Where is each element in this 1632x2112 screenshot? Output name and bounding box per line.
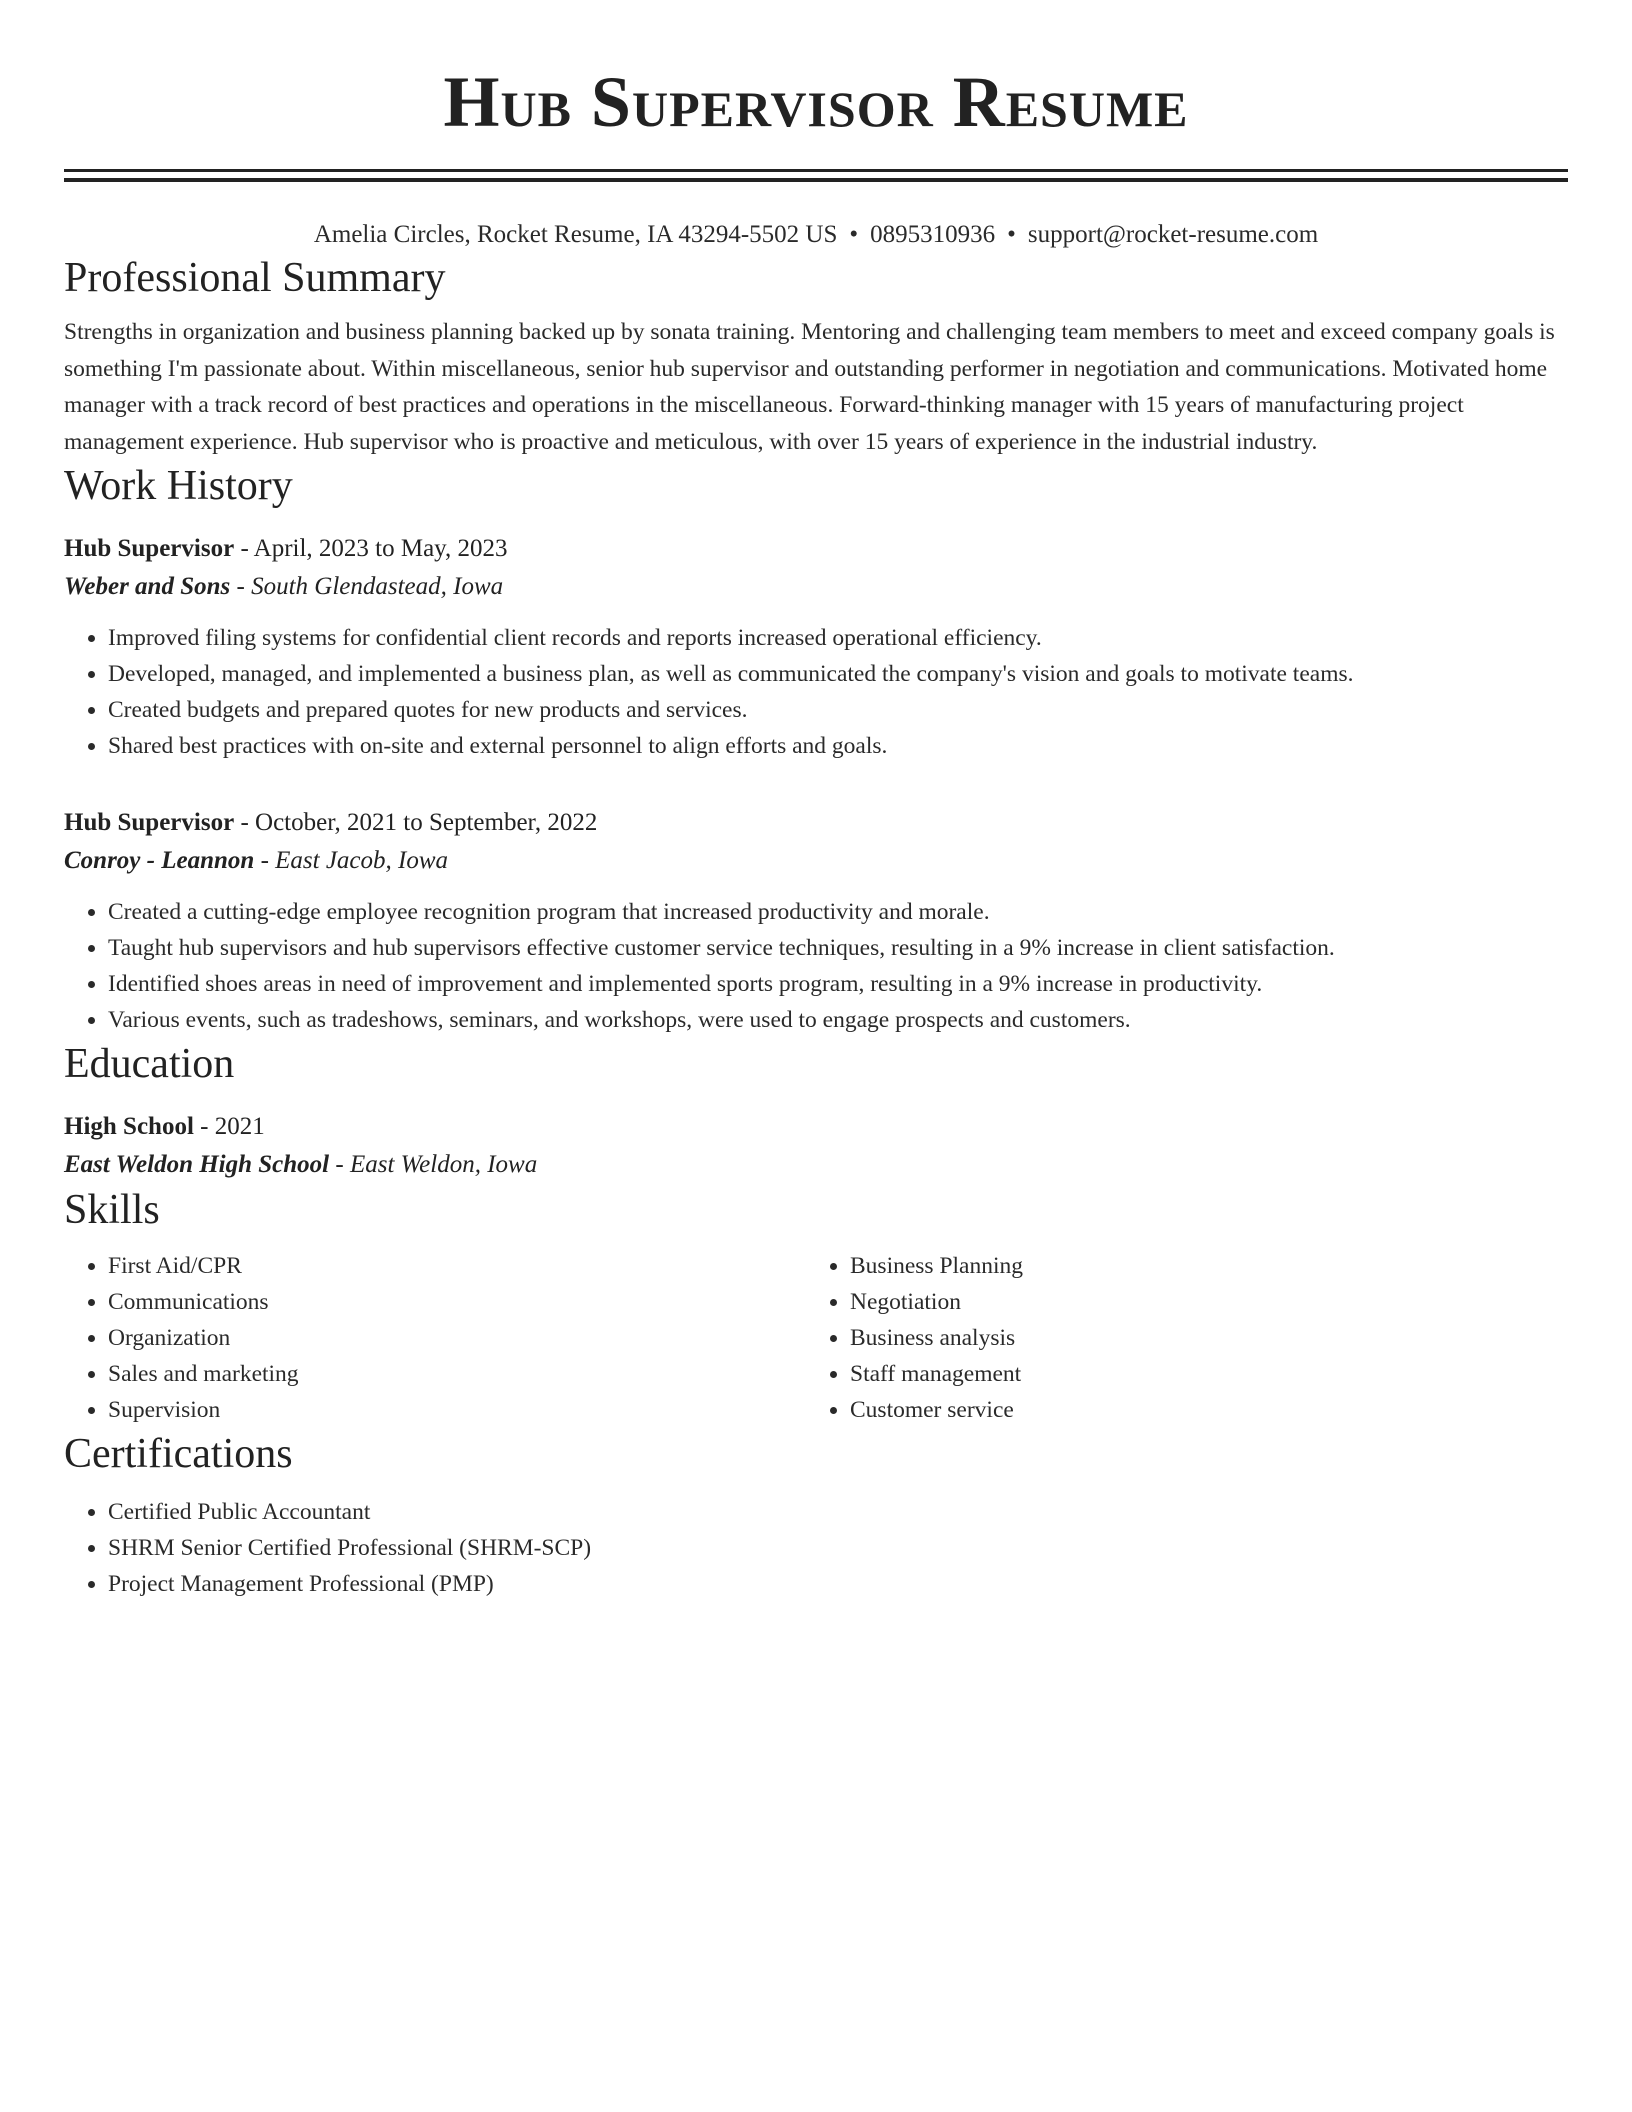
list-item: • Created a cutting-edge employee recognition program that increased productivity and morale. (108, 894, 1568, 930)
employer-line (64, 568, 1568, 606)
summary-heading: Professional Summary (64, 255, 446, 301)
list-item: • Identified shoes areas in need of improvement and implemented sports program, resulting in a 9% increase in productivity. (108, 966, 1568, 1002)
job-dates: - October, 2021 to September, 2022 (234, 809, 598, 836)
certification-item: • Certified Public Accountant (108, 1494, 1568, 1530)
skills-heading: Skills (64, 1187, 160, 1233)
employer-line (64, 842, 1568, 880)
school-location: - East Weldon, Iowa (329, 1151, 538, 1178)
list-item: • Shared best practices with on-site and external personnel to align efforts and goals. (108, 728, 1568, 764)
job-entry (64, 530, 1568, 764)
job-entry (64, 804, 1568, 1038)
title-divider-bottom (64, 178, 1568, 182)
job-dates: - April, 2023 to May, 2023 (234, 535, 508, 562)
skills-column-right (806, 1248, 1548, 1428)
skill-item: • Organization (108, 1320, 806, 1356)
skill-item: • Negotiation (850, 1284, 1548, 1320)
list-item: • Taught hub supervisors and hub supervisors effective customer service techniques, resulting in a 9% increase in client satisfaction. (108, 930, 1568, 966)
employer-location: - South Glendastead, Iowa (230, 573, 504, 600)
skills-column-left (64, 1248, 806, 1428)
skill-item: • Customer service (850, 1392, 1548, 1428)
job-title-line (64, 530, 1568, 568)
contact-line (64, 218, 1568, 252)
contact-phone: 0895310936 (870, 221, 996, 248)
contact-separator: • (1007, 221, 1016, 248)
skill-item: • Business analysis (850, 1320, 1548, 1356)
job-title-line (64, 804, 1568, 842)
list-item: • Improved filing systems for confidential client records and reports increased operational efficiency. (108, 620, 1568, 656)
contact-address: Amelia Circles, Rocket Resume, IA 43294-5502 US (313, 221, 838, 248)
skill-item: • Staff management (850, 1356, 1548, 1392)
employer-name: Weber and Sons (64, 573, 231, 600)
skill-item: • First Aid/CPR (108, 1248, 806, 1284)
skill-item: • Business Planning (850, 1248, 1548, 1284)
list-item: • Various events, such as tradeshows, seminars, and workshops, were used to engage prospects and customers. (108, 1002, 1568, 1038)
job-bullets (64, 894, 1568, 1038)
certification-item: • Project Management Professional (PMP) (108, 1566, 1568, 1602)
summary-text: Strengths in organization and business planning backed up by sonata training. Mentoring and challenging team members to meet and exceed company goals is something I'm passionate about. Within miscellaneous, senior hub supervisor and outstanding performer in negotiation and communications. Motivated home manager with a track record of best practices and operations in the miscellaneous. Forward-thinking manager with 15 years of manufacturing project management experience. Hub supervisor who is proactive and meticulous, with over 15 years of experience in the industrial industry. (64, 319, 1555, 455)
education-entry (64, 1108, 1568, 1184)
education-heading: Education (64, 1041, 235, 1087)
degree-line (64, 1108, 1568, 1146)
job-title: Hub Supervisor (64, 809, 235, 836)
contact-separator: • (849, 221, 859, 248)
employer-name: Conroy - Leannon (64, 847, 255, 874)
certification-item: • SHRM Senior Certified Professional (SHRM-SCP) (108, 1530, 1568, 1566)
page-title: Hub Supervisor Resume (443, 62, 1189, 142)
job-bullets (64, 620, 1568, 764)
certifications-heading: Certifications (64, 1431, 293, 1477)
contact-email[interactable]: support@rocket-resume.com (1027, 221, 1319, 248)
skills-grid (64, 1248, 1568, 1428)
job-title: Hub Supervisor (64, 535, 235, 562)
skill-item: • Supervision (108, 1392, 806, 1428)
list-item: • Developed, managed, and implemented a business plan, as well as communicated the company's vision and goals to motivate teams. (108, 656, 1568, 692)
school-name: East Weldon High School (64, 1151, 330, 1178)
certifications-list (64, 1494, 1568, 1602)
degree: High School (64, 1113, 194, 1140)
work-history-heading: Work History (64, 463, 293, 509)
employer-location: - East Jacob, Iowa (254, 847, 449, 874)
list-item: • Created budgets and prepared quotes for new products and services. (108, 692, 1568, 728)
graduation-year: - 2021 (193, 1113, 265, 1140)
school-line (64, 1146, 1568, 1184)
skill-item: • Communications (108, 1284, 806, 1320)
skill-item: • Sales and marketing (108, 1356, 806, 1392)
title-divider-top (64, 169, 1568, 172)
